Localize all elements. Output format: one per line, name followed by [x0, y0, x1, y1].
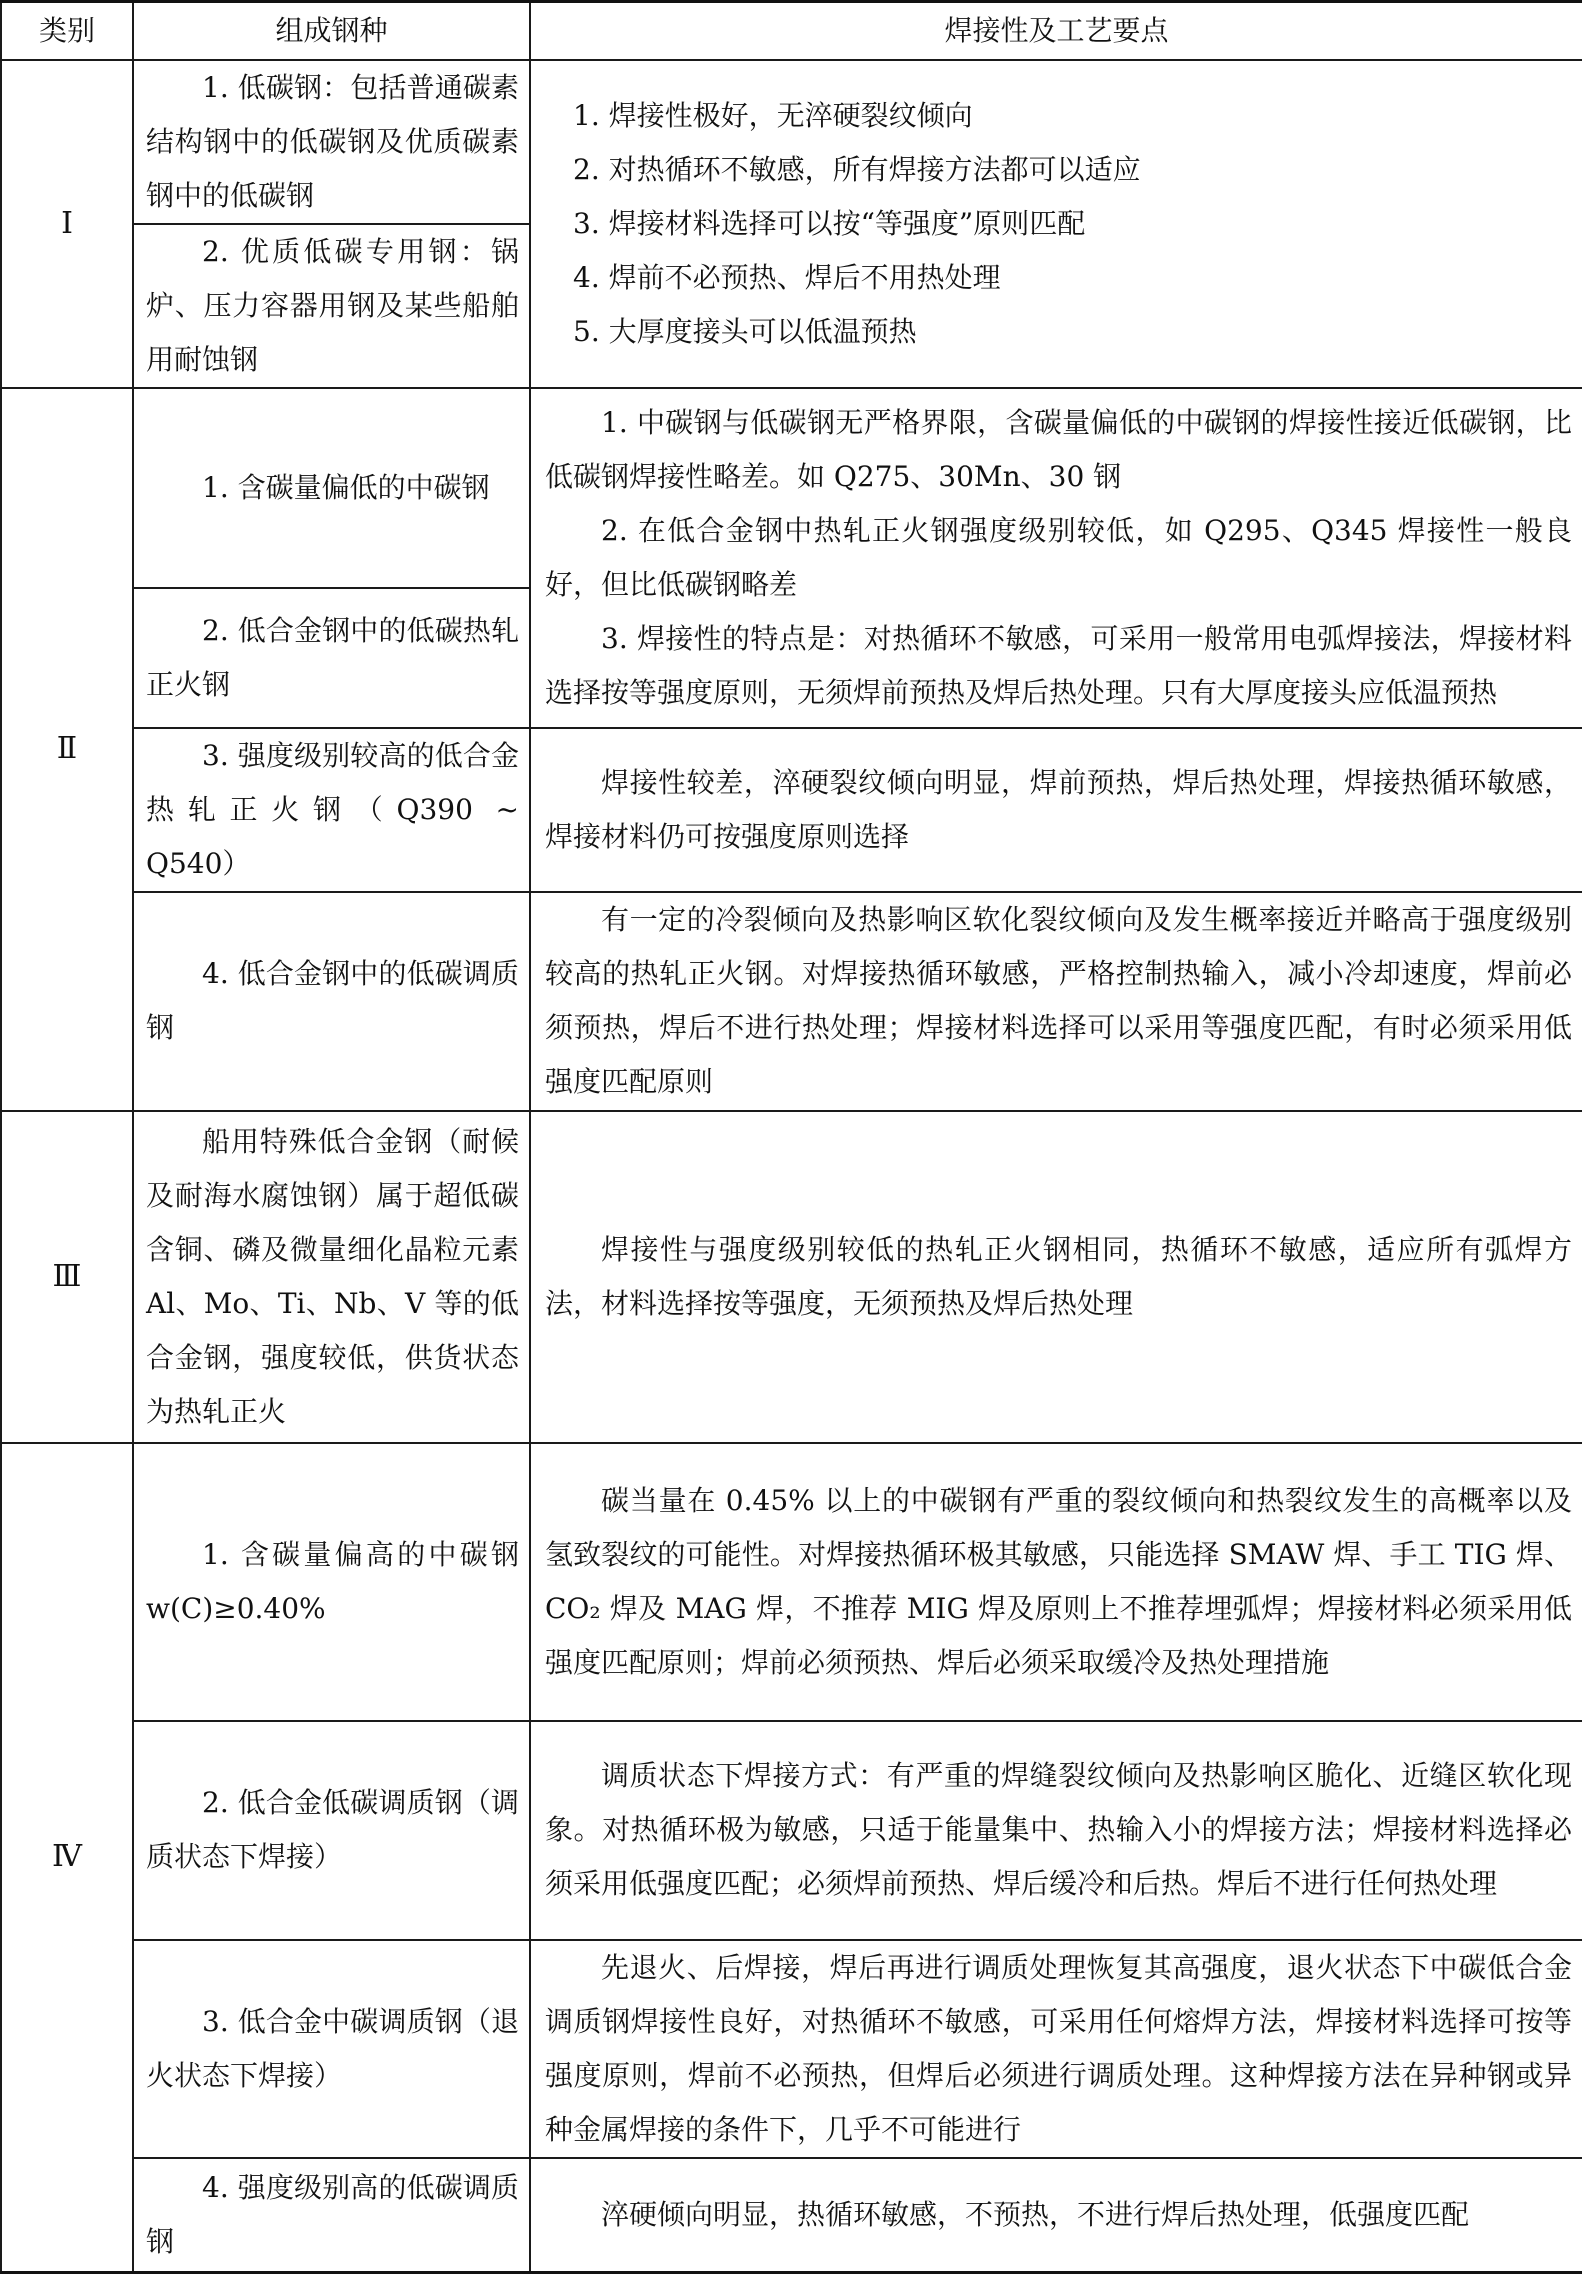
- feature-cell: [530, 728, 1582, 892]
- feature-para: 淬硬倾向明显，热循环敏感，不预热，不进行焊后热处理，低强度匹配: [601, 2197, 1470, 2231]
- steel-cell: [133, 224, 530, 388]
- steel-cell: [133, 588, 530, 728]
- steel-cell: [133, 60, 530, 224]
- table-row: [1, 1443, 1582, 1721]
- feature-para: 先退火、后焊接，焊后再进行调质处理恢复其高强度，退火状态下中碳低合金调质钢焊接性良好，对热循环不敏感，可采用任何熔焊方法，焊接材料选择可按等强度原则，焊前不必预热，但焊后必须进行调质处理。这种焊接方法在异种钢或异种金属焊接的条件下，几乎不可能进行: [545, 1950, 1572, 2146]
- feature-cell: [530, 1721, 1582, 1940]
- steel-text: 2. 低合金低碳调质钢（调质状态下焊接）: [146, 1786, 519, 1873]
- steel-text: 3. 低合金中碳调质钢（退火状态下焊接）: [146, 2004, 519, 2092]
- table-row: [1, 1111, 1582, 1443]
- feature-cell: [530, 1443, 1582, 1721]
- steel-text: 4. 低合金钢中的低碳调质钢: [146, 957, 519, 1044]
- steel-cell: [133, 1721, 530, 1940]
- steel-cell: [133, 728, 530, 892]
- steel-text: 4. 强度级别高的低碳调质钢: [146, 2170, 519, 2258]
- category-cell: Ⅳ: [1, 1443, 133, 2273]
- feature-para: 焊接性较差，淬硬裂纹倾向明显，焊前预热，焊后热处理，焊接热循环敏感，焊接材料仍可按强度原则选择: [545, 765, 1572, 853]
- steel-text: 船用特殊低合金钢（耐候及耐海水腐蚀钢）属于超低碳含铜、磷及微量细化晶粒元素 Al、Mo、Ti、Nb、V 等的低合金钢，强度较低，供货状态为热轧正火: [146, 1124, 519, 1428]
- feature-para: 碳当量在 0.45% 以上的中碳钢有严重的裂纹倾向和热裂纹发生的高概率以及氢致裂纹的可能性。对焊接热循环极其敏感，只能选择 SMAW 焊、手工 TIG 焊、CO₂ 焊及 MAG 焊，不推荐 MIG 焊及原则上不推荐埋弧焊；焊接材料必须采用低强度匹配原则；焊前必须预热、焊后必须采取缓冷及热处理措施: [545, 1483, 1572, 1679]
- steel-text: 1. 低碳钢：包括普通碳素结构钢中的低碳钢及优质碳素钢中的低碳钢: [146, 70, 519, 212]
- feature-line: 1. 焊接性极好，无淬硬裂纹倾向: [573, 98, 973, 132]
- steel-text: 1. 含碳量偏低的中碳钢: [202, 470, 490, 504]
- steel-text: 2. 低合金钢中的低碳热轧正火钢: [146, 613, 519, 701]
- feature-para: 有一定的冷裂倾向及热影响区软化裂纹倾向及发生概率接近并略高于强度级别较高的热轧正火钢。对焊接热循环敏感，严格控制热输入，减小冷却速度，焊前必须预热，焊后不进行热处理；焊接材料选择可以采用等强度匹配，有时必须采用低强度匹配原则: [545, 903, 1572, 1098]
- header-steels: 组成钢种: [133, 2, 530, 60]
- header-row: [1, 2, 1582, 60]
- feature-para: 焊接性与强度级别较低的热轧正火钢相同，热循环不敏感，适应所有弧焊方法，材料选择按等强度，无须预热及焊后热处理: [545, 1232, 1572, 1320]
- table-row: [1, 1721, 1582, 1940]
- category-cell: Ⅱ: [1, 388, 133, 1111]
- steel-cell: [133, 1940, 530, 2158]
- feature-cell: [530, 2158, 1582, 2273]
- feature-cell: [530, 892, 1582, 1111]
- feature-cell: [530, 388, 1582, 728]
- steel-cell: [133, 1443, 530, 1721]
- table-row: [1, 60, 1582, 224]
- steel-cell: [133, 2158, 530, 2273]
- header-category: 类别: [1, 2, 133, 60]
- steel-cell: [133, 892, 530, 1111]
- steel-text: 3. 强度级别较高的低合金热轧正火钢（Q390 ~ Q540）: [146, 738, 519, 880]
- steel-cell: [133, 1111, 530, 1443]
- feature-line: 5. 大厚度接头可以低温预热: [573, 314, 917, 348]
- steel-cell: [133, 388, 530, 588]
- header-features: 焊接性及工艺要点: [530, 2, 1582, 60]
- table-row: [1, 2158, 1582, 2273]
- steel-text: 2. 优质低碳专用钢：锅炉、压力容器用钢及某些船舶用耐蚀钢: [146, 234, 519, 376]
- feature-cell: [530, 60, 1582, 388]
- category-cell: Ⅲ: [1, 1111, 133, 1443]
- feature-para: 调质状态下焊接方式：有严重的焊缝裂纹倾向及热影响区脆化、近缝区软化现象。对热循环极为敏感，只适于能量集中、热输入小的焊接方法；焊接材料选择必须采用低强度匹配；必须焊前预热、焊后缓冷和后热。焊后不进行任何热处理: [545, 1759, 1572, 1900]
- feature-para: 1. 中碳钢与低碳钢无严格界限，含碳量偏低的中碳钢的焊接性接近低碳钢，比低碳钢焊接性略差。如 Q275、30Mn、30 钢: [545, 405, 1572, 493]
- feature-para: 2. 在低合金钢中热轧正火钢强度级别较低，如 Q295、Q345 焊接性一般良好，但比低碳钢略差: [545, 513, 1572, 601]
- table-row: [1, 892, 1582, 1111]
- table-row: [1, 1940, 1582, 2158]
- table-row: [1, 728, 1582, 892]
- feature-line: 2. 对热循环不敏感，所有焊接方法都可以适应: [573, 152, 1141, 186]
- category-cell: Ⅰ: [1, 60, 133, 388]
- feature-cell: [530, 1111, 1582, 1443]
- steel-text: 1. 含碳量偏高的中碳钢 w(C)≥0.40%: [146, 1537, 519, 1625]
- table-row: [1, 388, 1582, 588]
- feature-cell: [530, 1940, 1582, 2158]
- feature-line: 4. 焊前不必预热、焊后不用热处理: [573, 260, 1001, 294]
- feature-line: 3. 焊接材料选择可以按“等强度”原则匹配: [573, 206, 1086, 240]
- feature-para: 3. 焊接性的特点是：对热循环不敏感，可采用一般常用电弧焊接法，焊接材料选择按等强度原则，无须焊前预热及焊后热处理。只有大厚度接头应低温预热: [545, 621, 1572, 709]
